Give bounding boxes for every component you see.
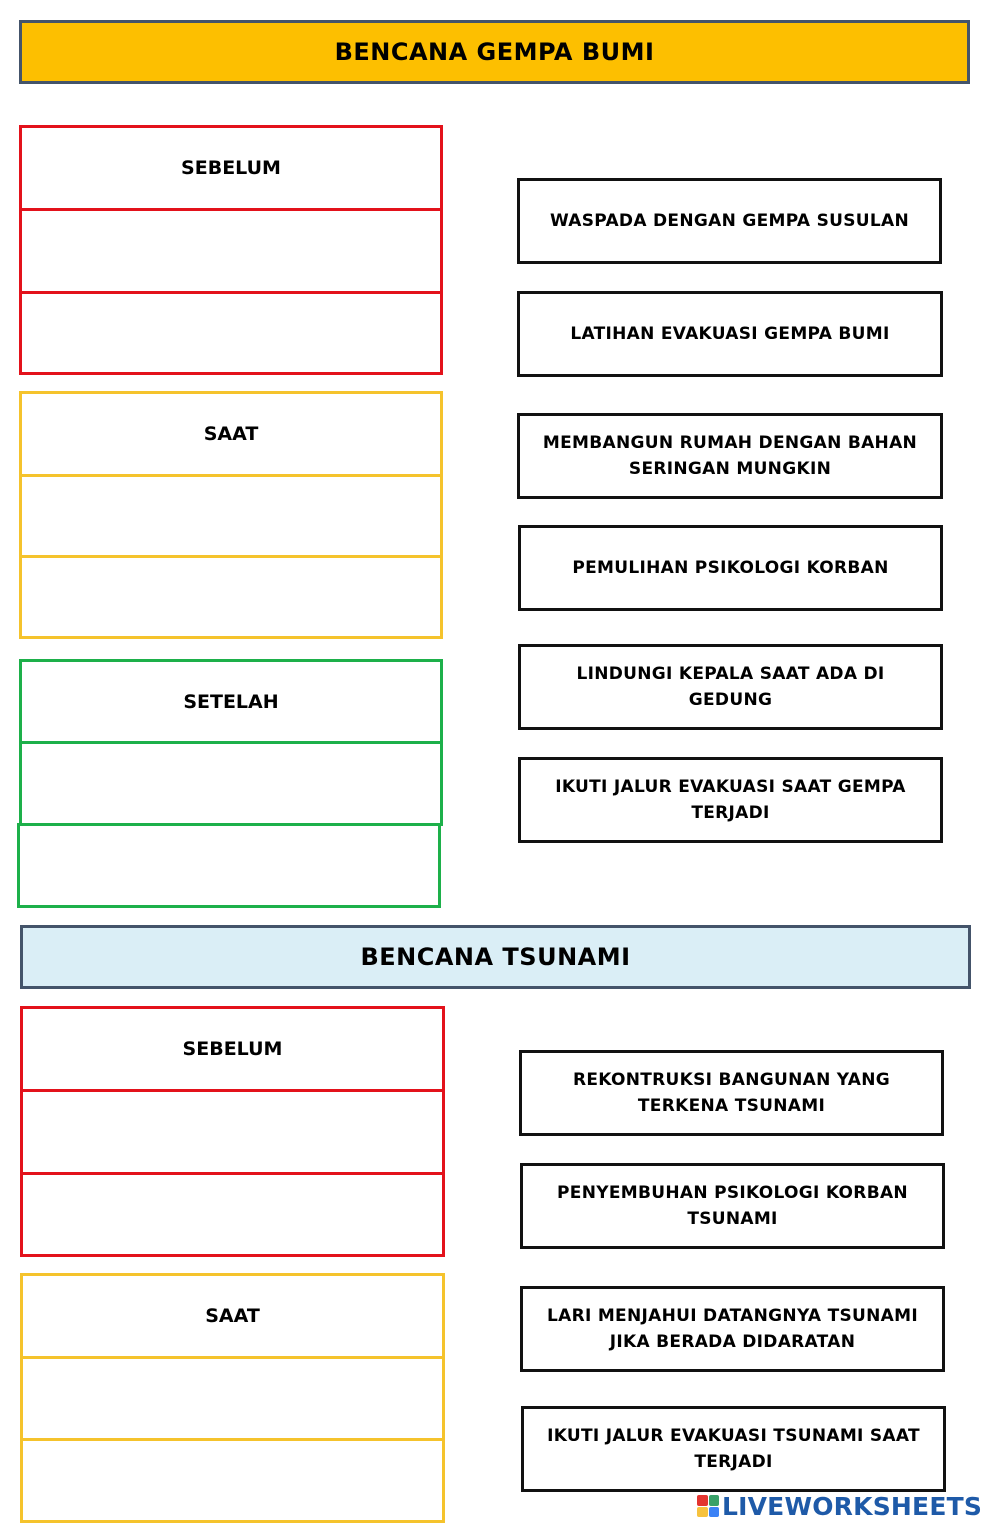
answer-card[interactable]: MEMBANGUN RUMAH DENGAN BAHAN SERINGAN MUNGKIN [517,413,943,499]
answer-card[interactable]: IKUTI JALUR EVAKUASI TSUNAMI SAAT TERJADI [521,1406,946,1492]
answer-card[interactable]: REKONTRUKSI BANGUNAN YANG TERKENA TSUNAMI [519,1050,944,1136]
category-label-saat: SAAT [20,1273,445,1359]
category-group-sebelum [19,125,443,375]
category-label-sebelum: SEBELUM [20,1006,445,1092]
category-label-setelah: SETELAH [19,659,443,744]
answer-card[interactable]: LATIHAN EVAKUASI GEMPA BUMI [517,291,943,377]
section-title-tsunami: BENCANA TSUNAMI [20,925,971,989]
drop-slot[interactable] [19,741,443,826]
category-label-sebelum: SEBELUM [19,125,443,211]
drop-slot[interactable] [20,1089,445,1175]
brand-name: LIVEWORKSHEETS [722,1491,983,1521]
drop-slot[interactable] [19,555,443,639]
answer-card[interactable]: PEMULIHAN PSIKOLOGI KORBAN [518,525,943,611]
category-group-sebelum [20,1006,445,1257]
category-group-saat [20,1273,445,1523]
section-title-gempa-bumi: BENCANA GEMPA BUMI [19,20,970,84]
drop-slot[interactable] [20,1438,445,1523]
drop-slot[interactable] [17,823,441,908]
drop-slot[interactable] [20,1356,445,1441]
drop-slot[interactable] [19,291,443,375]
answer-card[interactable]: PENYEMBUHAN PSIKOLOGI KORBAN TSUNAMI [520,1163,945,1249]
category-group-setelah [17,659,443,908]
answer-card[interactable]: WASPADA DENGAN GEMPA SUSULAN [517,178,942,264]
answer-card[interactable]: LARI MENJAHUI DATANGNYA TSUNAMI JIKA BERADA DIDARATAN [520,1286,945,1372]
drop-slot[interactable] [20,1172,445,1257]
answer-card[interactable]: LINDUNGI KEPALA SAAT ADA DI GEDUNG [518,644,943,730]
liveworksheets-brand [697,1490,997,1522]
drop-slot[interactable] [19,208,443,294]
category-group-saat [19,391,443,639]
category-label-saat: SAAT [19,391,443,477]
drop-slot[interactable] [19,474,443,558]
liveworksheets-logo-icon [697,1495,719,1517]
answer-card[interactable]: IKUTI JALUR EVAKUASI SAAT GEMPA TERJADI [518,757,943,843]
